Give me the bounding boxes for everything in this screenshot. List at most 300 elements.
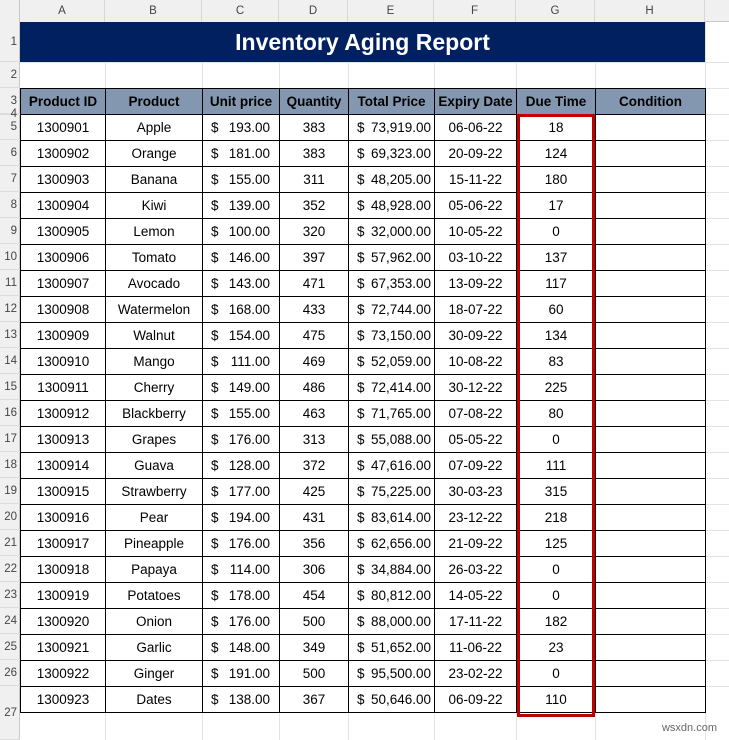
row-header-24[interactable]: 24	[0, 608, 20, 634]
total-price-value: 34,884.00	[371, 562, 432, 577]
cell-product[interactable]: Grapes	[106, 427, 203, 453]
cell-product[interactable]: Orange	[106, 141, 203, 167]
cell-condition[interactable]	[596, 479, 706, 505]
cell-due-time[interactable]: 0	[517, 427, 596, 453]
cell-product[interactable]: Garlic	[106, 635, 203, 661]
cell-unit-price[interactable]	[203, 167, 280, 193]
cell-expiry-date[interactable]: 14-05-22	[435, 583, 517, 609]
cell-condition[interactable]	[596, 609, 706, 635]
cell-product[interactable]: Pineapple	[106, 531, 203, 557]
row-header-3[interactable]: 3	[0, 88, 20, 114]
row-header-19[interactable]: 19	[0, 478, 20, 504]
cell-total-price[interactable]	[349, 323, 435, 349]
header-due-time[interactable]: Due Time	[517, 89, 596, 115]
cell-condition[interactable]	[596, 193, 706, 219]
total-price-value: 72,414.00	[371, 380, 432, 395]
table-row	[21, 245, 706, 271]
cell-product-id[interactable]: 1300917	[21, 531, 106, 557]
cell-unit-price[interactable]	[203, 245, 280, 271]
inventory-table	[20, 88, 706, 713]
cell-quantity[interactable]: 463	[280, 401, 349, 427]
table-row	[21, 479, 706, 505]
cell-product-id[interactable]: 1300916	[21, 505, 106, 531]
cell-unit-price[interactable]	[203, 583, 280, 609]
cell-total-price[interactable]	[349, 583, 435, 609]
total-price-value: 72,744.00	[371, 302, 432, 317]
unit-price-value: 176.00	[228, 432, 270, 447]
row-header-27[interactable]: 27	[0, 686, 20, 740]
header-total-price[interactable]: Total Price	[349, 89, 435, 115]
cell-due-time[interactable]: 83	[517, 349, 596, 375]
cell-expiry-date[interactable]: 05-05-22	[435, 427, 517, 453]
cell-product-id[interactable]: 1300922	[21, 661, 106, 687]
cell-condition[interactable]	[596, 141, 706, 167]
table-row	[21, 505, 706, 531]
cell-total-price[interactable]	[349, 271, 435, 297]
unit-price-value: 146.00	[228, 250, 270, 265]
cell-expiry-date[interactable]: 30-12-22	[435, 375, 517, 401]
cell-product[interactable]: Papaya	[106, 557, 203, 583]
cell-product[interactable]: Blackberry	[106, 401, 203, 427]
cell-expiry-date[interactable]: 03-10-22	[435, 245, 517, 271]
table-row	[21, 141, 706, 167]
cell-product[interactable]: Lemon	[106, 219, 203, 245]
cell-quantity[interactable]: 383	[280, 115, 349, 141]
row-header-8[interactable]: 8	[0, 192, 20, 218]
cell-due-time[interactable]: 0	[517, 557, 596, 583]
header-condition[interactable]: Condition	[596, 89, 706, 115]
column-header-b[interactable]: B	[105, 0, 202, 22]
cell-expiry-date[interactable]: 10-08-22	[435, 349, 517, 375]
currency-symbol: $	[357, 614, 365, 629]
header-product[interactable]: Product	[106, 89, 203, 115]
cell-due-time[interactable]: 117	[517, 271, 596, 297]
cell-due-time[interactable]: 137	[517, 245, 596, 271]
cell-expiry-date[interactable]: 23-12-22	[435, 505, 517, 531]
cell-unit-price[interactable]	[203, 297, 280, 323]
cell-product[interactable]: Onion	[106, 609, 203, 635]
cell-condition[interactable]	[596, 427, 706, 453]
header-expiry-date[interactable]: Expiry Date	[435, 89, 517, 115]
cell-expiry-date[interactable]: 18-07-22	[435, 297, 517, 323]
cell-product-id[interactable]: 1300903	[21, 167, 106, 193]
currency-symbol: $	[211, 250, 219, 265]
cell-product[interactable]: Banana	[106, 167, 203, 193]
row-header-15[interactable]: 15	[0, 374, 20, 400]
row-header-23[interactable]: 23	[0, 582, 20, 608]
cell-quantity[interactable]: 469	[280, 349, 349, 375]
total-price-value: 71,765.00	[371, 406, 432, 421]
cell-quantity[interactable]: 320	[280, 219, 349, 245]
table-row	[21, 427, 706, 453]
cell-product[interactable]: Tomato	[106, 245, 203, 271]
cell-condition[interactable]	[596, 557, 706, 583]
table-row	[21, 687, 706, 713]
table-row	[21, 453, 706, 479]
cell-condition[interactable]	[596, 635, 706, 661]
cell-total-price[interactable]	[349, 609, 435, 635]
currency-symbol: $	[357, 666, 365, 681]
cell-product[interactable]: Apple	[106, 115, 203, 141]
currency-symbol: $	[357, 224, 365, 239]
row-header-11[interactable]: 11	[0, 270, 20, 296]
currency-symbol: $	[211, 146, 219, 161]
cell-expiry-date[interactable]: 05-06-22	[435, 193, 517, 219]
cell-expiry-date[interactable]: 30-09-22	[435, 323, 517, 349]
cell-condition[interactable]	[596, 219, 706, 245]
cell-condition[interactable]	[596, 271, 706, 297]
row-header-9[interactable]: 9	[0, 218, 20, 244]
cell-unit-price[interactable]	[203, 687, 280, 713]
currency-symbol: $	[357, 146, 365, 161]
cell-condition[interactable]	[596, 531, 706, 557]
cell-unit-price[interactable]	[203, 479, 280, 505]
cell-product[interactable]: Guava	[106, 453, 203, 479]
cell-unit-price[interactable]	[203, 115, 280, 141]
cell-due-time[interactable]: 315	[517, 479, 596, 505]
table-row	[21, 193, 706, 219]
cell-unit-price[interactable]	[203, 375, 280, 401]
column-header-a[interactable]: A	[20, 0, 105, 22]
currency-symbol: $	[357, 380, 365, 395]
cell-product-id[interactable]: 1300914	[21, 453, 106, 479]
cell-quantity[interactable]: 471	[280, 271, 349, 297]
cell-product[interactable]: Watermelon	[106, 297, 203, 323]
cell-product-id[interactable]: 1300913	[21, 427, 106, 453]
unit-price-value: 114.00	[229, 562, 270, 577]
cell-due-time[interactable]: 0	[517, 661, 596, 687]
currency-symbol: $	[211, 510, 219, 525]
cell-due-time[interactable]: 182	[517, 609, 596, 635]
cell-condition[interactable]	[596, 323, 706, 349]
table-row	[21, 583, 706, 609]
unit-price-value: 143.00	[228, 276, 270, 291]
table-row	[21, 115, 706, 141]
cell-due-time[interactable]: 124	[517, 141, 596, 167]
cell-product-id[interactable]: 1300920	[21, 609, 106, 635]
grid-line-horizontal	[20, 62, 729, 63]
cell-expiry-date[interactable]: 26-03-22	[435, 557, 517, 583]
cell-product-id[interactable]: 1300909	[21, 323, 106, 349]
cell-total-price[interactable]	[349, 401, 435, 427]
cell-unit-price[interactable]	[203, 661, 280, 687]
cell-total-price[interactable]	[349, 193, 435, 219]
table-row	[21, 167, 706, 193]
cell-product-id[interactable]: 1300910	[21, 349, 106, 375]
cell-unit-price[interactable]	[203, 401, 280, 427]
cell-product[interactable]: Dates	[106, 687, 203, 713]
row-header-4[interactable]: 4	[0, 114, 20, 115]
cell-total-price[interactable]	[349, 167, 435, 193]
total-price-value: 50,646.00	[371, 692, 432, 707]
cell-due-time[interactable]: 23	[517, 635, 596, 661]
cell-product-id[interactable]: 1300904	[21, 193, 106, 219]
cell-unit-price[interactable]	[203, 557, 280, 583]
cell-quantity[interactable]: 356	[280, 531, 349, 557]
due-time-highlight-box	[517, 114, 595, 717]
currency-symbol: $	[211, 380, 219, 395]
cell-due-time[interactable]: 80	[517, 401, 596, 427]
cell-product-id[interactable]: 1300918	[21, 557, 106, 583]
row-header-18[interactable]: 18	[0, 452, 20, 478]
table-row	[21, 297, 706, 323]
cell-quantity[interactable]: 372	[280, 453, 349, 479]
cell-total-price[interactable]	[349, 661, 435, 687]
row-header-10[interactable]: 10	[0, 244, 20, 270]
row-header-12[interactable]: 12	[0, 296, 20, 322]
cell-due-time[interactable]: 18	[517, 115, 596, 141]
cell-product-id[interactable]: 1300901	[21, 115, 106, 141]
cell-product-id[interactable]: 1300912	[21, 401, 106, 427]
cell-condition[interactable]	[596, 375, 706, 401]
cell-quantity[interactable]: 306	[280, 557, 349, 583]
cell-unit-price[interactable]	[203, 635, 280, 661]
cell-expiry-date[interactable]: 20-09-22	[435, 141, 517, 167]
cell-condition[interactable]	[596, 583, 706, 609]
header-quantity[interactable]: Quantity	[280, 89, 349, 115]
row-header-21[interactable]: 21	[0, 530, 20, 556]
row-header-7[interactable]: 7	[0, 166, 20, 192]
cell-due-time[interactable]: 17	[517, 193, 596, 219]
cell-condition[interactable]	[596, 401, 706, 427]
table-row	[21, 323, 706, 349]
cell-expiry-date[interactable]: 17-11-22	[435, 609, 517, 635]
currency-symbol: $	[357, 302, 365, 317]
currency-symbol: $	[357, 588, 365, 603]
unit-price-value: 155.00	[228, 172, 270, 187]
cell-unit-price[interactable]	[203, 323, 280, 349]
cell-due-time[interactable]: 60	[517, 297, 596, 323]
cell-product[interactable]: Potatoes	[106, 583, 203, 609]
total-price-value: 83,614.00	[371, 510, 432, 525]
row-header-20[interactable]: 20	[0, 504, 20, 530]
table-row	[21, 349, 706, 375]
row-header-14[interactable]: 14	[0, 348, 20, 374]
currency-symbol: $	[211, 120, 219, 135]
cell-due-time[interactable]: 134	[517, 323, 596, 349]
cell-product-id[interactable]: 1300902	[21, 141, 106, 167]
total-price-value: 55,088.00	[371, 432, 432, 447]
cell-total-price[interactable]	[349, 479, 435, 505]
currency-symbol: $	[357, 458, 365, 473]
column-header-c[interactable]: C	[202, 0, 279, 22]
cell-unit-price[interactable]	[203, 141, 280, 167]
cell-unit-price[interactable]	[203, 609, 280, 635]
cell-expiry-date[interactable]: 06-06-22	[435, 115, 517, 141]
total-price-value: 62,656.00	[371, 536, 432, 551]
cell-total-price[interactable]	[349, 219, 435, 245]
cell-quantity[interactable]: 475	[280, 323, 349, 349]
cell-product-id[interactable]: 1300908	[21, 297, 106, 323]
row-header-1[interactable]: 1	[0, 22, 20, 62]
cell-total-price[interactable]	[349, 349, 435, 375]
table-row	[21, 531, 706, 557]
total-price-value: 48,928.00	[371, 198, 432, 213]
currency-symbol: $	[211, 536, 219, 551]
cell-quantity[interactable]: 352	[280, 193, 349, 219]
row-header-16[interactable]: 16	[0, 400, 20, 426]
cell-total-price[interactable]	[349, 427, 435, 453]
cell-total-price[interactable]	[349, 375, 435, 401]
cell-condition[interactable]	[596, 453, 706, 479]
cell-product[interactable]: Avocado	[106, 271, 203, 297]
cell-product-id[interactable]: 1300915	[21, 479, 106, 505]
cell-quantity[interactable]: 349	[280, 635, 349, 661]
cell-total-price[interactable]	[349, 687, 435, 713]
cell-total-price[interactable]	[349, 245, 435, 271]
currency-symbol: $	[357, 562, 365, 577]
cell-quantity[interactable]: 397	[280, 245, 349, 271]
cell-quantity[interactable]: 383	[280, 141, 349, 167]
total-price-value: 88,000.00	[371, 614, 432, 629]
cell-expiry-date[interactable]: 13-09-22	[435, 271, 517, 297]
unit-price-value: 149.00	[228, 380, 270, 395]
cell-condition[interactable]	[596, 245, 706, 271]
cell-due-time[interactable]: 180	[517, 167, 596, 193]
cell-due-time[interactable]: 125	[517, 531, 596, 557]
cell-unit-price[interactable]	[203, 531, 280, 557]
cell-quantity[interactable]: 486	[280, 375, 349, 401]
cell-unit-price[interactable]	[203, 505, 280, 531]
unit-price-value: 191.00	[228, 666, 270, 681]
cell-due-time[interactable]: 110	[517, 687, 596, 713]
column-header-g[interactable]: G	[516, 0, 595, 22]
cell-total-price[interactable]	[349, 635, 435, 661]
total-price-value: 73,150.00	[371, 328, 432, 343]
currency-symbol: $	[211, 406, 219, 421]
cell-quantity[interactable]: 311	[280, 167, 349, 193]
currency-symbol: $	[211, 614, 219, 629]
unit-price-value: 139.00	[228, 198, 270, 213]
cell-expiry-date[interactable]: 21-09-22	[435, 531, 517, 557]
currency-symbol: $	[357, 692, 365, 707]
cell-total-price[interactable]	[349, 505, 435, 531]
currency-symbol: $	[357, 276, 365, 291]
cell-unit-price[interactable]	[203, 219, 280, 245]
report-title: Inventory Aging Report	[20, 22, 705, 62]
table-row	[21, 661, 706, 687]
cell-due-time[interactable]: 0	[517, 583, 596, 609]
row-header-17[interactable]: 17	[0, 426, 20, 452]
header-product-id[interactable]: Product ID	[21, 89, 106, 115]
cell-condition[interactable]	[596, 349, 706, 375]
cell-product[interactable]: Pear	[106, 505, 203, 531]
cell-expiry-date[interactable]: 23-02-22	[435, 661, 517, 687]
cell-quantity[interactable]: 431	[280, 505, 349, 531]
cell-expiry-date[interactable]: 11-06-22	[435, 635, 517, 661]
table-row	[21, 557, 706, 583]
cell-due-time[interactable]: 218	[517, 505, 596, 531]
cell-quantity[interactable]: 454	[280, 583, 349, 609]
cell-expiry-date[interactable]: 07-08-22	[435, 401, 517, 427]
cell-expiry-date[interactable]: 30-03-23	[435, 479, 517, 505]
cell-condition[interactable]	[596, 505, 706, 531]
cell-product[interactable]: Cherry	[106, 375, 203, 401]
currency-symbol: $	[357, 250, 365, 265]
row-header-26[interactable]: 26	[0, 660, 20, 686]
cell-product-id[interactable]: 1300919	[21, 583, 106, 609]
total-price-value: 95,500.00	[371, 666, 432, 681]
total-price-value: 69,323.00	[371, 146, 432, 161]
cell-unit-price[interactable]	[203, 349, 280, 375]
currency-symbol: $	[211, 432, 219, 447]
table-row	[21, 219, 706, 245]
cell-unit-price[interactable]	[203, 193, 280, 219]
column-header-h[interactable]: H	[595, 0, 705, 22]
cell-product-id[interactable]: 1300923	[21, 687, 106, 713]
currency-symbol: $	[211, 172, 219, 187]
row-header-5[interactable]: 5	[0, 114, 20, 140]
cell-due-time[interactable]: 225	[517, 375, 596, 401]
column-header-d[interactable]: D	[279, 0, 348, 22]
row-header-25[interactable]: 25	[0, 634, 20, 660]
select-all-corner[interactable]	[0, 0, 20, 22]
total-price-value: 51,652.00	[371, 640, 432, 655]
currency-symbol: $	[211, 640, 219, 655]
cell-quantity[interactable]: 425	[280, 479, 349, 505]
cell-total-price[interactable]	[349, 297, 435, 323]
cell-product-id[interactable]: 1300911	[21, 375, 106, 401]
cell-quantity[interactable]: 367	[280, 687, 349, 713]
cell-quantity[interactable]: 433	[280, 297, 349, 323]
cell-due-time[interactable]: 0	[517, 219, 596, 245]
cell-unit-price[interactable]	[203, 427, 280, 453]
cell-total-price[interactable]	[349, 531, 435, 557]
header-unit-price[interactable]: Unit price	[203, 89, 280, 115]
cell-expiry-date[interactable]: 06-09-22	[435, 687, 517, 713]
unit-price-value: 178.00	[228, 588, 270, 603]
cell-product-id[interactable]: 1300905	[21, 219, 106, 245]
cell-product[interactable]: Ginger	[106, 661, 203, 687]
cell-due-time[interactable]: 111	[517, 453, 596, 479]
unit-price-value: 148.00	[228, 640, 270, 655]
cell-expiry-date[interactable]: 10-05-22	[435, 219, 517, 245]
cell-condition[interactable]	[596, 115, 706, 141]
row-header-2[interactable]: 2	[0, 62, 20, 88]
row-header-6[interactable]: 6	[0, 140, 20, 166]
currency-symbol: $	[211, 666, 219, 681]
cell-expiry-date[interactable]: 15-11-22	[435, 167, 517, 193]
cell-unit-price[interactable]	[203, 453, 280, 479]
cell-product-id[interactable]: 1300921	[21, 635, 106, 661]
cell-quantity[interactable]: 500	[280, 661, 349, 687]
cell-product[interactable]: Walnut	[106, 323, 203, 349]
currency-symbol: $	[357, 198, 365, 213]
row-header-13[interactable]: 13	[0, 322, 20, 348]
cell-expiry-date[interactable]: 07-09-22	[435, 453, 517, 479]
cell-unit-price[interactable]	[203, 271, 280, 297]
cell-total-price[interactable]	[349, 115, 435, 141]
currency-symbol: $	[357, 120, 365, 135]
cell-quantity[interactable]: 313	[280, 427, 349, 453]
cell-product[interactable]: Mango	[106, 349, 203, 375]
column-header-e[interactable]: E	[348, 0, 434, 22]
cell-quantity[interactable]: 500	[280, 609, 349, 635]
cell-product[interactable]: Strawberry	[106, 479, 203, 505]
cell-total-price[interactable]	[349, 453, 435, 479]
cell-total-price[interactable]	[349, 141, 435, 167]
cell-condition[interactable]	[596, 297, 706, 323]
cell-product-id[interactable]: 1300907	[21, 271, 106, 297]
cell-product-id[interactable]: 1300906	[21, 245, 106, 271]
cell-condition[interactable]	[596, 687, 706, 713]
row-header-22[interactable]: 22	[0, 556, 20, 582]
column-header-f[interactable]: F	[434, 0, 516, 22]
cell-condition[interactable]	[596, 167, 706, 193]
cell-condition[interactable]	[596, 661, 706, 687]
cell-total-price[interactable]	[349, 557, 435, 583]
cell-product[interactable]: Kiwi	[106, 193, 203, 219]
